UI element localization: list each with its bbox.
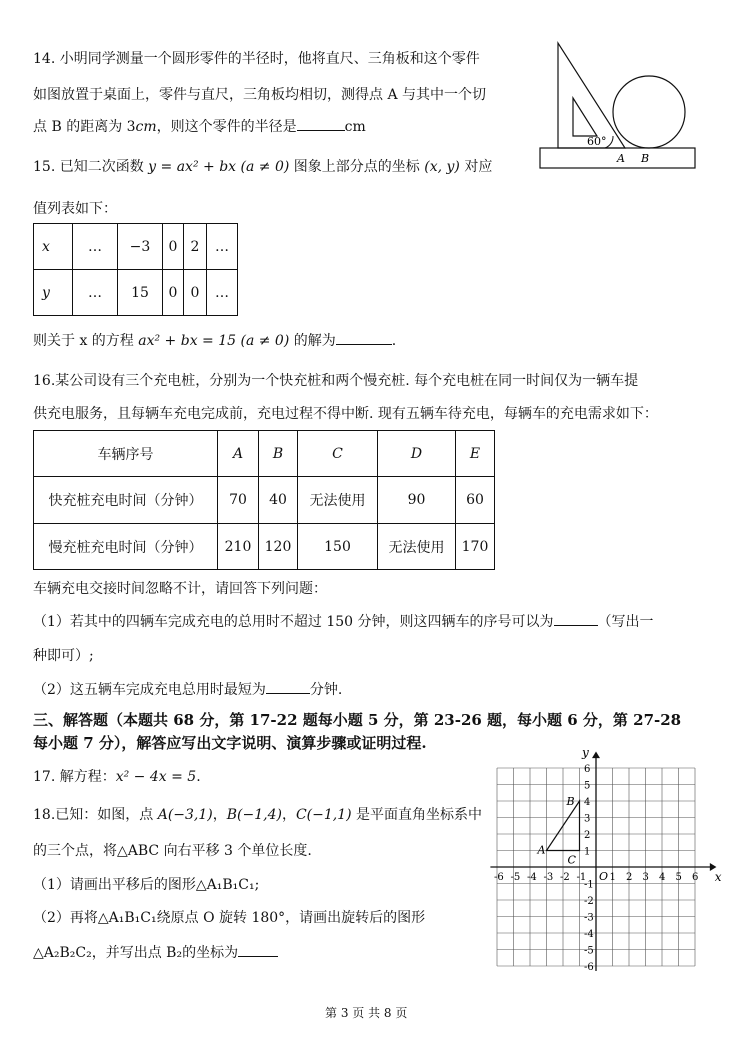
q16-note: 车辆充电交接时间忽略不计，请回答下列问题：	[33, 581, 327, 597]
q15-line1: 15. 已知二次函数 y = ax² + bx (a ≠ 0) 图象上部分点的坐标 (x, y) 对应	[33, 159, 493, 175]
point-b-label: B	[641, 152, 650, 165]
q15-formula: y = ax² + bx (a ≠ 0)	[148, 159, 290, 175]
q18-line1: 18.已知：如图，点 A(−3,1)，B(−1,4)，C(−1,1) 是平面直角坐标系中	[33, 807, 483, 823]
y-tick-label: 4	[584, 797, 591, 808]
y-axis-label: y	[582, 745, 589, 760]
table-row-header: 车辆序号 A B C D E	[34, 431, 495, 477]
q14-line3: 点 B 的距离为 3cm，则这个零件的半径是 cm	[33, 119, 366, 135]
q16-line2: 供充电服务，且每辆车充电完成前，充电过程不得中断. 现有五辆车待充电，每辆车的充电需求如下：	[33, 406, 658, 422]
point-c-label: C	[567, 853, 576, 867]
x-tick-label: -1	[576, 872, 587, 883]
point-b-label: B	[566, 795, 575, 808]
table-row-x: x … −3 0 2 …	[34, 224, 238, 270]
y-tick-label: -6	[584, 962, 594, 973]
y-tick-label: -5	[584, 945, 594, 957]
point-a-label: A	[537, 843, 546, 857]
q18-coordinate-grid	[490, 745, 722, 974]
q16-p2-blank	[266, 681, 310, 694]
page-footer: 第 3 页 共 8 页	[325, 1006, 408, 1020]
q16-p1-blank	[554, 613, 598, 626]
y-tick-label: -1	[584, 879, 594, 891]
x-tick-label: 5	[675, 872, 682, 883]
table-row-y: y … 15 0 0 …	[34, 270, 238, 316]
q16-part1: （1）若其中的四辆车完成充电的总用时不超过 150 分钟，则这四辆车的序号可以为 （写出一	[33, 614, 654, 630]
angle-label: 60°	[587, 135, 607, 148]
x-tick-label: 1	[609, 872, 616, 883]
q15-answer-blank	[336, 332, 392, 345]
x-tick-label: 6	[692, 872, 699, 883]
x-tick-label: -6	[494, 872, 504, 883]
y-tick-label: 3	[584, 813, 591, 825]
q18-part2: （2）再将△A₁B₁C₁绕原点 O 旋转 180°，请画出旋转后的图形	[33, 910, 426, 926]
q18-part1: （1）请画出平移后的图形△A₁B₁C₁;	[33, 877, 260, 893]
triangle-ruler-inner	[573, 98, 597, 136]
q15-value-table	[33, 223, 238, 316]
section3-heading-line1: 三、解答题（本题共 68 分，第 17-22 题每小题 5 分，第 23-26 题，每小题 6 分，第 27-28	[33, 711, 682, 729]
q17-equation: x² − 4x = 5	[115, 769, 197, 785]
round-part-circle	[613, 76, 685, 148]
section3-heading-line2: 每小题 7 分），解答应写出文字说明、演算步骤或证明过程.	[33, 734, 427, 752]
q15-question: 则关于 x 的方程 ax² + bx = 15 (a ≠ 0) 的解为 .	[33, 333, 397, 349]
q18-answer-blank	[238, 944, 278, 957]
q18-part3: △A₂B₂C₂，并写出点 B₂的坐标为	[33, 944, 278, 962]
x-tick-label: 3	[642, 872, 649, 883]
y-axis-arrow	[592, 752, 600, 759]
table-row-slow: 慢充桩充电时间（分钟） 210 120 150 无法使用 170	[34, 524, 495, 570]
y-tick-label: -4	[584, 929, 594, 940]
triangle-ruler-outer	[558, 43, 625, 148]
q16-part2: （2）这五辆车完成充电总用时最短为 分钟.	[33, 682, 343, 698]
x-tick-label: -2	[560, 872, 570, 883]
x-tick-label: 4	[659, 872, 666, 883]
q16-part1-cont: 种即可）;	[33, 648, 94, 664]
q16-line1: 16.某公司设有三个充电桩，分别为一个快充桩和两个慢充桩. 每个充电桩在同一时间仅为一辆车提	[33, 373, 639, 389]
table-row-fast: 快充桩充电时间（分钟） 70 40 无法使用 90 60	[34, 477, 495, 524]
q18-line2: 的三个点，将△ABC 向右平移 3 个单位长度.	[33, 843, 312, 859]
x-tick-label: -4	[527, 872, 537, 883]
q14-line2: 如图放置于桌面上，零件与直尺，三角板均相切，测得点 A 与其中一个切	[33, 87, 487, 103]
q16-charging-table	[33, 430, 495, 570]
q14-answer-blank	[297, 118, 345, 131]
q17: 17. 解方程：x² − 4x = 5.	[33, 769, 201, 785]
q15-line2: 值列表如下：	[33, 201, 117, 217]
y-tick-label: 1	[584, 846, 591, 858]
x-tick-label: -3	[543, 872, 554, 883]
y-tick-label: 6	[584, 764, 591, 775]
x-tick-label: -5	[510, 872, 521, 883]
q14-line1: 14. 小明同学测量一个圆形零件的半径时，他将直尺、三角板和这个零件	[33, 51, 480, 67]
y-tick-label: 5	[584, 780, 591, 792]
point-a-label: A	[617, 152, 625, 165]
origin-label: O	[599, 870, 609, 883]
x-axis-label: x	[714, 870, 722, 884]
x-tick-label: 2	[626, 872, 633, 883]
y-tick-label: 2	[584, 830, 591, 841]
y-tick-label: -3	[584, 912, 594, 924]
y-tick-label: -2	[584, 896, 594, 907]
q14-figure	[535, 38, 700, 173]
